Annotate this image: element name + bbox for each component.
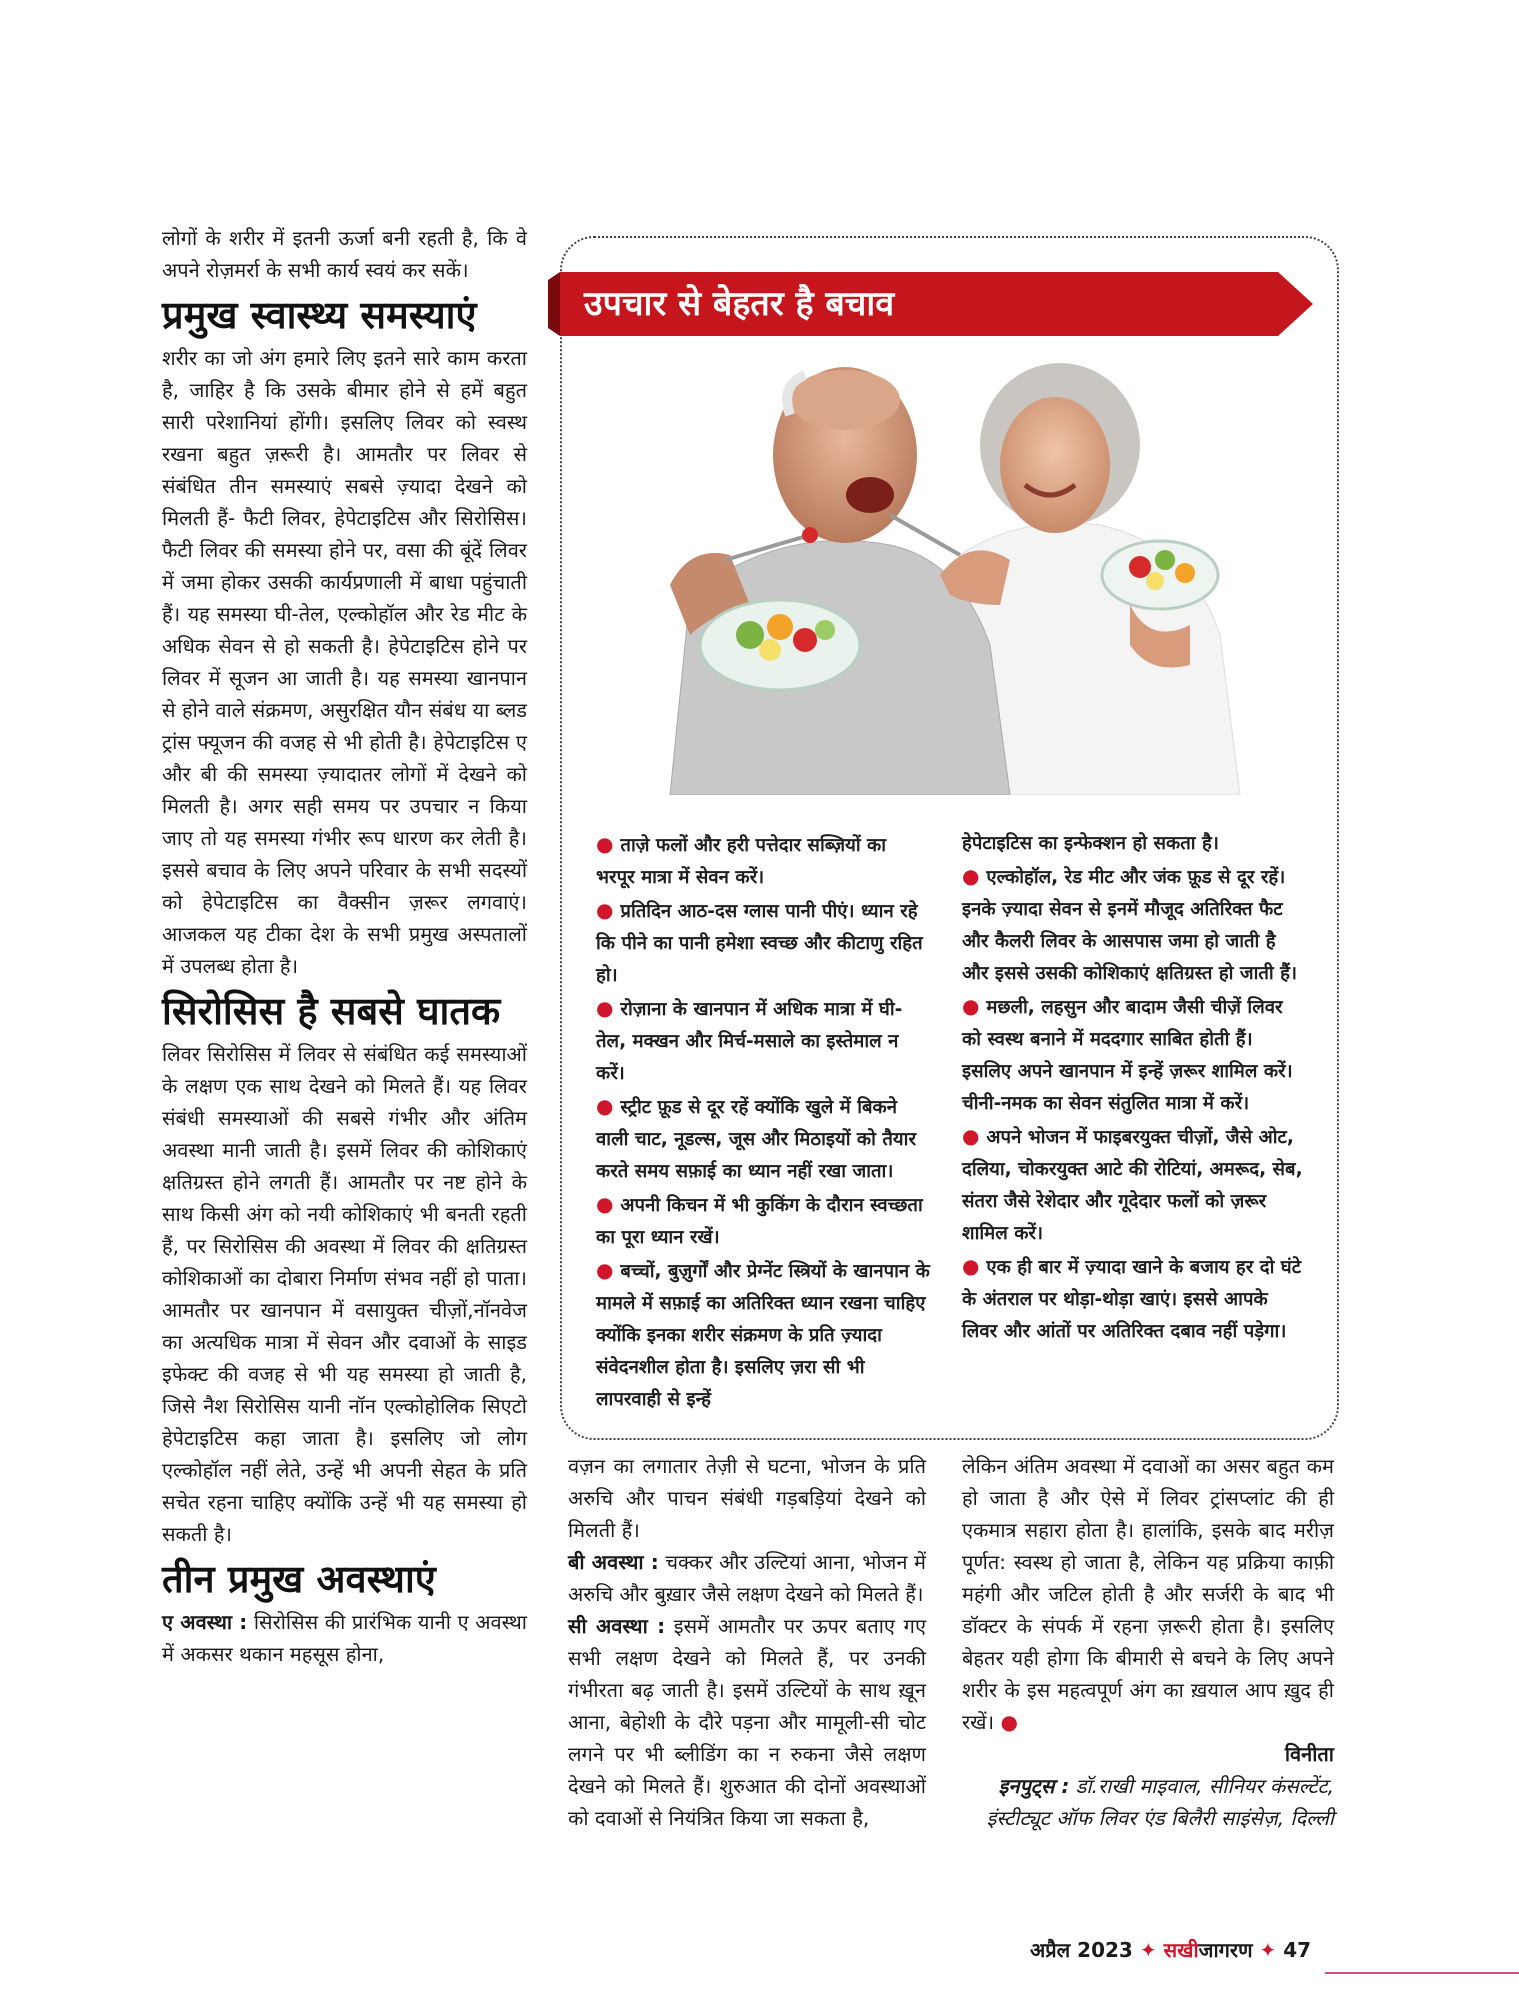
stage-a-continuation: वज़न का लगातार तेज़ी से घटना, भोजन के प्रति अरुचि और पाचन संबंधी गड़बड़ियां देखने को मिलती हैं।	[568, 1454, 926, 1542]
footer-month: अप्रैल 2023	[1030, 1938, 1133, 1962]
tip-text: स्ट्रीट फ़ूड से दूर रहें क्योंकि खुले में बिकने वाली चाट, नूडल्स, जूस और मिठाइयों को तैयार करते समय सफ़ाई का ध्यान नहीं रखा जाता।	[596, 1097, 917, 1182]
article-column-3	[962, 1450, 1334, 1834]
bullet-icon: ●	[596, 1094, 621, 1118]
inputs-credit	[962, 1770, 1334, 1834]
bullet-icon: ●	[596, 996, 621, 1020]
author-name: विनीता	[1284, 1742, 1334, 1766]
stage-a-text: सिरोसिस की प्रारंभिक यानी ए अवस्था में अकसर थकान महसूस होना,	[162, 1610, 527, 1666]
tip-item	[596, 894, 931, 992]
health-problems-paragraph: शरीर का जो अंग हमारे लिए इतने सारे काम करता है, जाहिर है कि उसके बीमार होने से हमें बहुत सारी परेशानियां होंगी। इसलिए लिवर को स्वस्थ रखना बहुत ज़रूरी है। आमतौर पर लिवर से संबंधित तीन समस्याएं सबसे ज़्यादा देखने को मिलती हैं- फैटी लिवर, हेपेटाइटिस और सिरोसिस। फैटी लिवर की समस्या होने पर, वसा की बूंदें लिवर में जमा होकर उसकी कार्यप्रणाली में बाधा पहुंचाती हैं। यह समस्या घी-तेल, एल्कोहॉल और रेड मीट के अधिक सेवन से हो सकती है। हेपेटाइटिस होने पर लिवर में सूजन आ जाती है। यह समस्या खानपान से होने वाले संक्रमण, असुरक्षित यौन संबंध या ब्लड ट्रांस फ्यूजन की वजह से भी होती है। हेपेटाइटिस ए और बी की समस्या ज़्यादातर लोगों में देखने को मिलती है। अगर सही समय पर उपचार न किया जाए तो यह समस्या गंभीर रूप धारण कर लेती है। इससे बचाव के लिए अपने परिवार के सभी सदस्यों को हेपेटाइटिस का वैक्सीन ज़रूर लगवाएं। आजकल यह टीका देश के सभी प्रमुख अस्पतालों में उपलब्ध होता है।	[162, 346, 527, 978]
tip-item	[962, 990, 1307, 1120]
stage-a-label: ए अवस्था :	[162, 1610, 248, 1634]
tip-text: अपने भोजन में फाइबरयुक्त चीज़ों, जैसे ओट, दलिया, चोकरयुक्त आटे की रोटियां, अमरूद, सेब, संतरा जैसे रेशेदार और गूदेदार फलों को ज़रूर शामिल करें।	[962, 1127, 1303, 1244]
tip-text: ताज़े फलों और हरी पत्तेदार सब्ज़ियों का भरपूर मात्रा में सेवन करें।	[596, 835, 887, 888]
heading-three-stages: तीन प्रमुख अवस्थाएं	[162, 1557, 436, 1601]
cirrosis-paragraph: लिवर सिरोसिस में लिवर से संबंधित कई समस्याओं के लक्षण एक साथ देखने को मिलते हैं। यह लिवर संबंधी समस्याओं की सबसे गंभीर और अंतिम अवस्था मानी जाती है। इसमें लिवर की कोशिकाएं क्षतिग्रस्त होने लगती हैं। आमतौर पर नष्ट होने के साथ किसी अंग को नयी कोशिकाएं भी बनती रहती हैं, पर सिरोसिस की अवस्था में लिवर की क्षतिग्रस्त कोशिकाओं का दोबारा निर्माण संभव नहीं हो पाता। आमतौर पर खानपान में वसायुक्त चीज़ों,नॉनवेज का अत्यधिक मात्रा में सेवन और दवाओं के साइड इफेक्ट की वजह से भी यह समस्या हो जाती है, जिसे नैश सिरोसिस यानी नॉन एल्कोहोलिक सिएटो हेपेटाइटिस कहा जाता है। इसलिए जो लोग एल्कोहॉल नहीं लेते, उन्हें भी अपनी सेहत के प्रति सचेत रहना चाहिए क्योंकि उन्हें भी यह समस्या हो सकती है।	[162, 1042, 527, 1546]
bullet-icon: ●	[596, 898, 621, 922]
stage-c-label: सी अवस्था :	[568, 1614, 666, 1638]
footer-brand-prefix: सखी	[1163, 1938, 1199, 1962]
stage-c-paragraph	[568, 1610, 926, 1834]
tip-text: बच्चों, बुज़ुर्गों और प्रेग्नेंट स्त्रियों के खानपान के मामले में सफ़ाई का अतिरिक्त ध्यान रखना चाहिए क्योंकि इनका शरीर संक्रमण के प्रति ज़्यादा संवेदनशील होता है। इसलिए ज़रा सी भी लापरवाही से इन्हें	[596, 1261, 930, 1410]
footer-brand-suffix: जागरण	[1198, 1938, 1253, 1962]
tip-item	[596, 1090, 931, 1188]
tips-banner	[548, 272, 1313, 336]
stage-c-text: इसमें आमतौर पर ऊपर बताए गए सभी लक्षण देखने को मिलते हैं, पर उनकी गंभीरता बढ़ जाती है। इसमें उल्टियों के साथ ख़ून आना, बेहोशी के दौरे पड़ना और मामूली-सी चोट लगने पर भी ब्लीडिंग का न रुकना जैसे लक्षण देखने को मिलते हैं। शुरुआत की दोनों अवस्थाओं को दवाओं से नियंत्रित किया जा सकता है,	[568, 1614, 927, 1830]
star-icon: ✦	[1139, 1938, 1157, 1962]
bullet-icon: ●	[962, 994, 987, 1018]
tip-text: अपनी किचन में भी कुकिंग के दौरान स्वच्छता का पूरा ध्यान रखें।	[596, 1195, 923, 1248]
tips-list-right	[962, 828, 1307, 1348]
stage-b-paragraph	[568, 1546, 926, 1610]
inputs-text: डॉ.राखी माइवाल, सीनियर कंसल्टेंट, इंस्टीट्यूट ऑफ लिवर एंड बिलैरी साइंसेज़, दिल्ली	[986, 1774, 1334, 1830]
conclusion-text: लेकिन अंतिम अवस्था में दवाओं का असर बहुत कम हो जाता है और ऐसे में लिवर ट्रांसप्लांट की ही एकमात्र सहारा होता है। हालांकि, इसके बाद मरीज़ पूर्णत: स्वस्थ हो जाता है, लेकिन यह प्रक्रिया काफ़ी महंगी और जटिल होती है और सर्जरी के बाद भी डॉक्टर के संपर्क में रहना ज़रूरी होता है। इसलिए बेहतर यही होगा कि बीमारी से बचने के लिए अपने शरीर के इस महत्वपूर्ण अंग का ख़याल आप ख़ुद ही रखें।	[962, 1454, 1334, 1734]
tip-text: प्रतिदिन आठ-दस ग्लास पानी पीएं। ध्यान रहे कि पीने का पानी हमेशा स्वच्छ और कीटाणु रहित हो।	[596, 901, 923, 986]
heading-health-problems: प्रमुख स्वास्थ्य समस्याएं	[162, 293, 477, 337]
tip-item	[962, 1120, 1307, 1250]
tip-text: एल्कोहॉल, रेड मीट और जंक फ़ूड से दूर रहें। इनके ज़्यादा सेवन से इनमें मौजूद अतिरिक्त फैट और कैलरी लिवर के आसपास जमा हो जाती है और इससे उसकी कोशिकाएं क्षतिग्रस्त हो जाती हैं।	[962, 867, 1297, 984]
tip-continuation: हेपेटाइटिस का इन्फेक्शन हो सकता है।	[962, 833, 1219, 854]
bullet-icon: ●	[962, 1254, 987, 1278]
article-column-1	[162, 222, 527, 1670]
tip-text: रोज़ाना के खानपान में अधिक मात्रा में घी-तेल, मक्खन और मिर्च-मसाले का इस्तेमाल न करें।	[596, 999, 903, 1084]
tip-text: एक ही बार में ज़्यादा खाने के बजाय हर दो घंटे के अंतराल पर थोड़ा-थोड़ा खाएं। इससे आपके लिवर और आंतों पर अतिरिक्त दबाव नहीं पड़ेगा।	[962, 1257, 1302, 1342]
tip-item	[596, 1188, 931, 1254]
footer-rule	[1325, 1972, 1519, 1974]
tip-item	[962, 1250, 1307, 1348]
heading-cirrosis: सिरोसिस है सबसे घातक	[162, 989, 501, 1033]
tip-text: मछली, लहसुन और बादाम जैसी चीज़ें लिवर को स्वस्थ बनाने में मददगार साबित होती हैं। इसलिए अपने खानपान में इन्हें ज़रूर शामिल करें। चीनी-नमक का सेवन संतुलित मात्रा में करें।	[962, 997, 1293, 1114]
bullet-icon: ●	[962, 864, 987, 888]
couple-eating-salad-image	[630, 345, 1270, 795]
bullet-icon: ●	[596, 832, 621, 856]
tips-list-left	[596, 828, 931, 1416]
article-column-2	[568, 1450, 926, 1834]
bullet-icon: ●	[596, 1192, 621, 1216]
page-number: 47	[1283, 1938, 1312, 1962]
banner-title: उपचार से बेहतर है बचाव	[584, 284, 895, 324]
tip-item	[596, 1254, 931, 1416]
star-icon: ✦	[1259, 1938, 1277, 1962]
stage-a-paragraph	[162, 1606, 527, 1670]
inputs-label: इनपुट्स :	[998, 1774, 1070, 1798]
stage-b-label: बी अवस्था :	[568, 1550, 659, 1574]
end-mark-icon: ●	[1000, 1710, 1018, 1734]
conclusion-paragraph	[962, 1450, 1334, 1738]
intro-paragraph: लोगों के शरीर में इतनी ऊर्जा बनी रहती है, कि वे अपने रोज़मर्रा के सभी कार्य स्वयं कर सकें।	[162, 226, 527, 282]
tip-item	[596, 828, 931, 894]
bullet-icon: ●	[962, 1124, 987, 1148]
page-footer	[1030, 1935, 1311, 1965]
bullet-icon: ●	[596, 1258, 621, 1282]
stage-b-text: चक्कर और उल्टियां आना, भोजन में अरुचि और बुख़ार जैसे लक्षण देखने को मिलते हैं।	[568, 1550, 926, 1606]
tip-item	[596, 992, 931, 1090]
tip-item	[962, 860, 1307, 990]
